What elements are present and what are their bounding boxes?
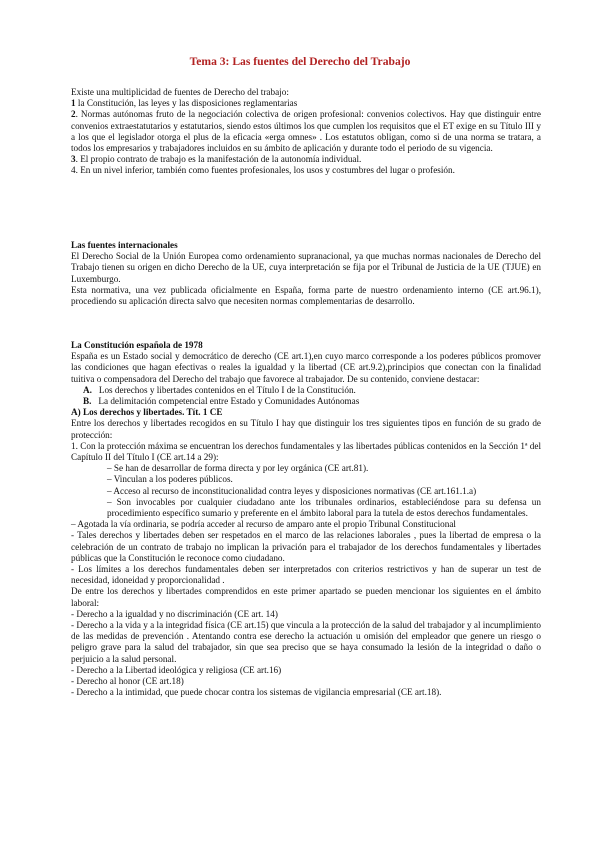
intro-item-1: 1 la Constitución, las leyes y las disposiciones reglamentarias [71, 98, 298, 109]
paragraph: España es un Estado social y democrático de derecho (CE art.1),en cuyo marco corresponde a los poderes públicos promover las condiciones que hagan efectivas o reales la igualdad y la libertad (CE art.9.2),principios que conectan con la finalidad tuitiva o compensadora del Derecho del trabajo que favorece al trabajador. De su contenido, conviene destacar: [71, 351, 541, 384]
list-item: B. La delimitación competencial entre Estado y Comunidades Autónomas [83, 396, 360, 407]
intro-lead: Existe una multiplicidad de fuentes de Derecho del trabajo: [71, 87, 289, 97]
dash-item: – Son invocables por cualquier ciudadano ante los tribunales ordinarios, estableciéndose para su defensa un procedimiento específico sumario y preferente en el ámbito laboral para la tutela de estos derechos fundamentales. [107, 496, 541, 519]
paragraph: - Los límites a los derechos fundamentales deben ser interpretados con criterios restrictivos y han de superar un test de necesidad, idoneidad y proporcionalidad . [71, 564, 541, 586]
paragraph: 1. Con la protección máxima se encuentran los derechos fundamentales y las libertades públicas contenidos en la Sección 1ª del Capítulo II del Título I (CE art.14 a 29): [71, 440, 541, 463]
paragraph: De entre los derechos y libertades comprendidos en este primer apartado se pueden mencionar los siguientes en el ámbito laboral: [71, 586, 541, 608]
paragraph: – Agotada la vía ordinaria, se podría acceder al recurso de amparo ante el propio Tribunal Constitucional [71, 519, 456, 530]
list-item: - Derecho a la intimidad, que puede chocar contra los sistemas de vigilancia empresarial (CE art.18). [71, 687, 442, 698]
intro-item-2: 2. Normas autónomas fruto de la negociación colectiva de origen profesional: convenios colectivos. Hay que distinguir entre convenios extraestatutarios y estatutarios, siendo estos últimos los que cumplen los requisitos que el ET exige en su Título III y a los que el legislador otorga el plus de la eficacia «erga omnes» . Los estatutos obligan, como si de una norma se tratara, a todos los empresarios y trabajadores incluidos en su ámbito de aplicación y durante todo el periodo de su vigencia. [71, 109, 541, 154]
dash-item: – Acceso al recurso de inconstitucionalidad contra leyes y disposiciones normativas (CE art.161.1.a) [107, 485, 477, 496]
intro-item-4: 4. En un nivel inferior, también como fuentes profesionales, los usos y costumbres del lugar o profesión. [71, 165, 455, 176]
paragraph: - Tales derechos y libertades deben ser respetados en el marco de las relaciones laborales , pues la libertad de empresa o la celebración de un contrato de trabajo no implican la privación para el trabajador de los derechos fundamentales y libertades públicas que la Constitución le reconoce como ciudadano. [71, 530, 541, 563]
subsection-heading: A) Los derechos y libertades. Tít. 1 CE [71, 407, 223, 418]
section-heading: Las fuentes internacionales [71, 240, 178, 250]
page-title: Tema 3: Las fuentes del Derecho del Trabajo [189, 55, 411, 68]
paragraph: Esta normativa, una vez publicada oficialmente en España, forma parte de nuestro ordenamiento interno (CE art.96.1), procediendo su aplicación directa salvo que necesiten normas complementarias de desarrollo. [71, 284, 541, 307]
paragraph: Entre los derechos y libertades recogidos en su Título I hay que distinguir los tres siguientes tipos en función de su grado de protección: [71, 418, 541, 440]
list-item: - Derecho a la vida y a la integridad física (CE art.15) que vincula a la protección de la salud del trabajador y al incumplimiento de las medidas de prevención . Atentando contra ese derecho la actuación u omisión del empleador que genere un riesgo o peligro grave para la salud del trabajador, sin que sea preciso que se haya consumado la lesión de la integridad o daño o perjuicio a la salud personal. [71, 620, 541, 664]
list-item: A. Los derechos y libertades contenidos en el Título I de la Constitución. [83, 384, 356, 395]
list-item: - Derecho a la igualdad y no discriminación (CE art. 14) [71, 608, 278, 619]
list-item: - Derecho a la Libertad ideológica y religiosa (CE art.16) [71, 664, 282, 675]
intro-section [71, 87, 541, 177]
internacionales-section [71, 240, 541, 307]
section-heading: La Constitución española de 1978 [71, 340, 203, 350]
paragraph: El Derecho Social de la Unión Europea como ordenamiento supranacional, ya que muchas normas nacionales de Derecho del Trabajo tienen su origen en dicho Derecho de la UE, cuya interpretación se fija por el Tribunal de Justicia de la UE (TJUE) en Luxemburgo. [71, 251, 541, 284]
list-item: - Derecho al honor (CE art.18) [71, 676, 184, 687]
intro-item-3: 3. El propio contrato de trabajo es la manifestación de la autonomía individual. [71, 154, 362, 165]
dash-item: – Se han de desarrollar de forma directa y por ley orgánica (CE art.81). [107, 463, 369, 474]
dash-item: – Vinculan a los poderes públicos. [107, 474, 233, 485]
constitucion-section [71, 340, 541, 699]
